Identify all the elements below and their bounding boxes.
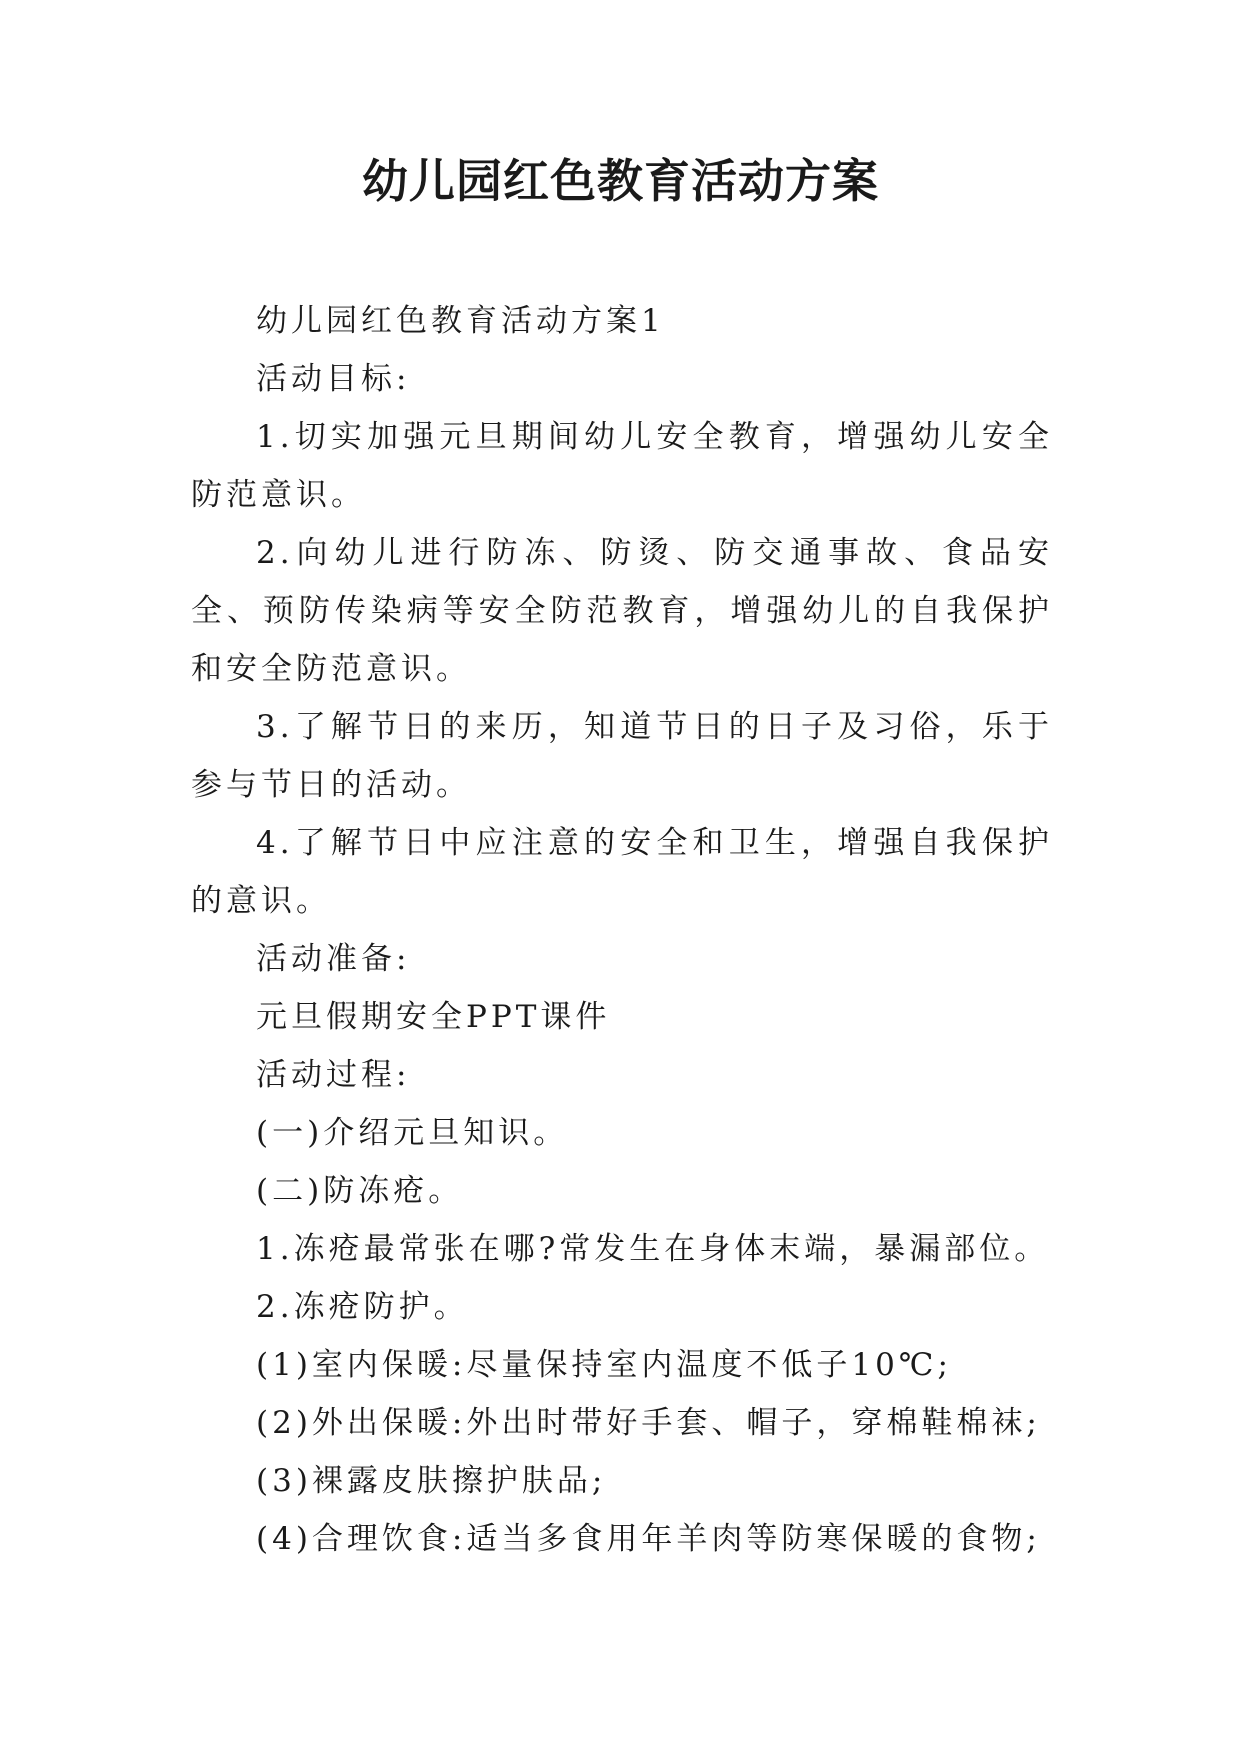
paragraph-preparation-heading: 活动准备: [256, 941, 411, 977]
paragraph-goals-heading: 活动目标: [256, 361, 411, 397]
paragraph-frostbite-1: 1.冻疮最常张在哪?常发生在身体末端，暴漏部位。 [256, 1231, 1050, 1267]
paragraph-goal-3: 3.了解节日的来历，知道节日的日子及习俗，乐于参与节日的活动。 [191, 709, 1053, 803]
document-body [191, 292, 1053, 1568]
paragraph-preparation-item: 元旦假期安全PPT课件 [256, 999, 611, 1035]
paragraph-protection-3: (3)裸露皮肤擦护肤品; [256, 1463, 607, 1499]
paragraph-process-heading: 活动过程: [256, 1057, 411, 1093]
paragraph-process-part-1: (一)介绍元旦知识。 [256, 1115, 569, 1151]
paragraph-section-heading: 幼儿园红色教育活动方案1 [256, 303, 665, 339]
paragraph-protection-2: (2)外出保暖:外出时带好手套、帽子，穿棉鞋棉袜; [256, 1405, 1041, 1441]
paragraph-frostbite-2: 2.冻疮防护。 [256, 1289, 469, 1325]
paragraph-goal-1: 1.切实加强元旦期间幼儿安全教育，增强幼儿安全防范意识。 [191, 419, 1053, 513]
paragraph-goal-2: 2.向幼儿进行防冻、防烫、防交通事故、食品安全、预防传染病等安全防范教育，增强幼儿的自我保护和安全防范意识。 [191, 535, 1053, 687]
paragraph-protection-4: (4)合理饮食:适当多食用年羊肉等防寒保暖的食物; [256, 1521, 1041, 1557]
paragraph-process-part-2: (二)防冻疮。 [256, 1173, 464, 1209]
paragraph-protection-1: (1)室内保暖:尽量保持室内温度不低子10℃; [256, 1347, 952, 1383]
document-title: 幼儿园红色教育活动方案 [362, 154, 879, 208]
paragraph-goal-4: 4.了解节日中应注意的安全和卫生，增强自我保护的意识。 [191, 825, 1053, 919]
